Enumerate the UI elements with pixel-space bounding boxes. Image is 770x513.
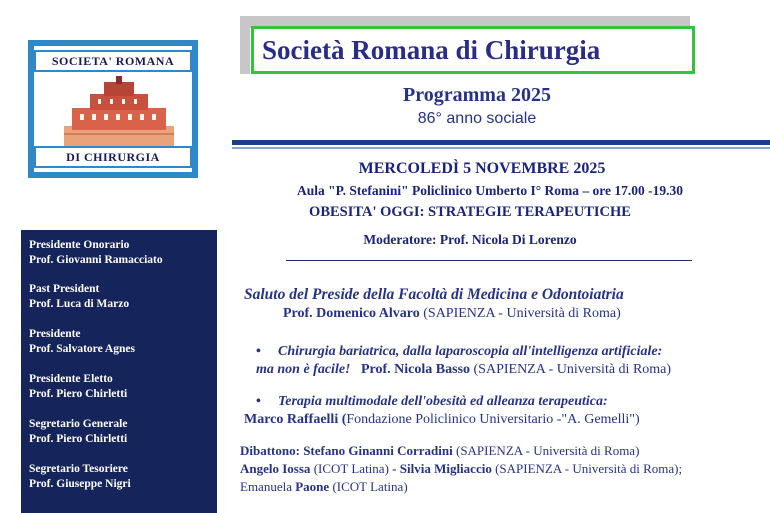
event-location: Aula "P. Stefanini" Policlinico Umberto I° Roma – ore 17.00 -19.30	[297, 183, 683, 198]
speaker-affiliation: Fondazione Policlinico Universitario -"A. Gemelli")	[346, 412, 640, 427]
talk-title-text: ma non è facile!	[256, 362, 351, 377]
divider	[232, 140, 770, 145]
officer-name: Prof. Piero Chirletti	[29, 433, 128, 445]
officer-role: Segretario Generale	[29, 418, 128, 430]
officer-name: Prof. Salvatore Agnes	[29, 343, 135, 355]
discussant-affiliation: (SAPIENZA - Università di Roma);	[491, 461, 683, 476]
talk-speaker-line	[256, 361, 671, 379]
program-heading: Programma 2025	[403, 84, 551, 106]
speaker-affiliation: (SAPIENZA - Università di Roma)	[419, 306, 621, 321]
officer-entry	[29, 372, 217, 402]
talk-title	[256, 393, 608, 411]
officers-sidebar	[21, 230, 217, 513]
discussion-label: Dibattono:	[240, 443, 304, 458]
speaker-name: Prof. Domenico Alvaro	[283, 306, 420, 321]
bullet-icon: •	[256, 344, 261, 359]
event-theme: OBESITA' OGGI: STRATEGIE TERAPEUTICHE	[309, 204, 631, 220]
discussant-name: Stefano Ginanni Corradini	[303, 443, 453, 458]
officer-role: Presidente Eletto	[29, 373, 113, 385]
discussant-name: Angelo Iossa	[240, 461, 311, 476]
divider	[232, 147, 770, 149]
event-moderator: Moderatore: Prof. Nicola Di Lorenzo	[363, 232, 577, 247]
discussion-line	[240, 460, 682, 478]
separator: -	[392, 461, 400, 476]
officer-name: Prof. Luca di Marzo	[29, 298, 130, 310]
greeting-speaker-line	[283, 305, 621, 323]
officer-role: Past President	[29, 283, 100, 295]
bullet-icon: •	[256, 394, 261, 409]
talk-title-text: Chirurgia bariatrica, dalla laparoscopia all'intelligenza artificiale:	[278, 344, 663, 359]
greeting-title: Saluto del Preside della Facoltà di Medicina e Odontoiatria	[244, 286, 624, 303]
officer-name: Prof. Giuseppe Nigri	[29, 478, 131, 490]
officer-entry	[29, 282, 217, 312]
officer-name: Prof. Piero Chirletti	[29, 388, 128, 400]
discussion-line	[240, 442, 639, 460]
discussant-name: Silvia Migliaccio	[399, 461, 492, 476]
discussant-name: Paone	[295, 479, 330, 494]
officer-entry	[29, 238, 217, 268]
officer-role: Presidente Onorario	[29, 239, 130, 251]
discussant-affiliation: (ICOT Latina)	[310, 461, 393, 476]
castel-sant-angelo-icon	[64, 76, 174, 146]
officer-role: Presidente	[29, 328, 81, 340]
officer-entry	[29, 462, 217, 492]
speaker-affiliation: (SAPIENZA - Università di Roma)	[470, 362, 672, 377]
talk-speaker-line	[244, 411, 640, 429]
officer-role: Segretario Tesoriere	[29, 463, 128, 475]
discussant-affiliation: (ICOT Latina)	[329, 479, 408, 494]
social-year: 86° anno sociale	[417, 110, 537, 127]
logo-top-text: SOCIETA' ROMANA	[34, 50, 192, 72]
title-shadow	[240, 16, 250, 74]
officer-name: Prof. Giovanni Ramacciato	[29, 254, 163, 266]
society-logo	[28, 40, 198, 178]
divider	[286, 260, 692, 261]
discussion-line	[240, 478, 408, 496]
officer-entry	[29, 417, 217, 447]
logo-bottom-text: DI CHIRURGIA	[34, 146, 192, 168]
discussant-first-name: Emanuela	[240, 479, 296, 494]
event-date: MERCOLEDÌ 5 NOVEMBRE 2025	[358, 160, 606, 177]
officer-entry	[29, 327, 217, 357]
speaker-name: Prof. Nicola Basso	[350, 362, 471, 377]
speaker-name: Marco Raffaelli (	[244, 412, 347, 427]
talk-title	[256, 343, 662, 361]
discussant-affiliation: (SAPIENZA - Università di Roma)	[452, 443, 640, 458]
page-title: Società Romana di Chirurgia	[251, 26, 695, 74]
talk-title-text: Terapia multimodale dell'obesità ed alleanza terapeutica:	[278, 394, 608, 409]
